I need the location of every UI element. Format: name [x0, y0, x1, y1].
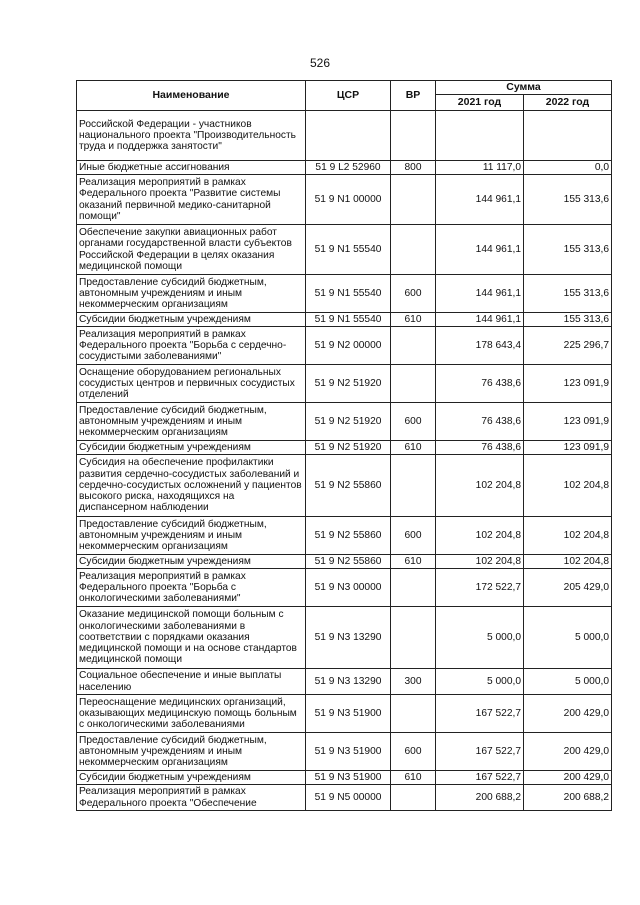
table-row — [77, 785, 612, 811]
cell-csr: 51 9 N5 00000 — [306, 785, 391, 811]
cell-vr: 600 — [391, 403, 436, 441]
cell-sum-2022: 200 688,2 — [524, 785, 612, 811]
cell-name: Иные бюджетные ассигнования — [77, 161, 306, 175]
cell-sum-2021: 167 522,7 — [436, 771, 524, 785]
cell-sum-2021: 5 000,0 — [436, 607, 524, 669]
table-header — [77, 81, 612, 111]
table-row — [77, 569, 612, 607]
cell-vr — [391, 365, 436, 403]
table-row — [77, 327, 612, 365]
header-sum: Сумма — [436, 81, 612, 95]
cell-name: Субсидии бюджетным учреждениям — [77, 771, 306, 785]
cell-name: Реализация мероприятий в рамках Федерального проекта "Борьба с онкологическими заболеваниями" — [77, 569, 306, 607]
cell-csr: 51 9 N2 51920 — [306, 403, 391, 441]
cell-csr: 51 9 N2 00000 — [306, 327, 391, 365]
header-name: Наименование — [77, 81, 306, 111]
cell-name: Субсидии бюджетным учреждениям — [77, 555, 306, 569]
cell-vr — [391, 785, 436, 811]
cell-sum-2022: 5 000,0 — [524, 607, 612, 669]
cell-vr: 600 — [391, 517, 436, 555]
cell-vr: 610 — [391, 313, 436, 327]
cell-name: Оснащение оборудованием региональных сосудистых центров и первичных сосудистых отделений — [77, 365, 306, 403]
cell-name: Реализация мероприятий в рамках Федерального проекта "Борьба с сердечно-сосудистыми заболеваниями" — [77, 327, 306, 365]
cell-vr — [391, 225, 436, 275]
cell-sum-2021: 200 688,2 — [436, 785, 524, 811]
cell-vr — [391, 175, 436, 225]
cell-csr: 51 9 N2 55860 — [306, 517, 391, 555]
cell-sum-2021: 76 438,6 — [436, 403, 524, 441]
cell-sum-2022: 155 313,6 — [524, 225, 612, 275]
cell-sum-2021: 172 522,7 — [436, 569, 524, 607]
table-row — [77, 175, 612, 225]
cell-csr: 51 9 N1 55540 — [306, 225, 391, 275]
cell-name: Переоснащение медицинских организаций, оказывающих медицинскую помощь больным с онкологическими заболеваниями — [77, 695, 306, 733]
cell-sum-2022 — [524, 111, 612, 161]
header-csr: ЦСР — [306, 81, 391, 111]
cell-sum-2021: 102 204,8 — [436, 455, 524, 517]
cell-name: Субсидии бюджетным учреждениям — [77, 441, 306, 455]
table-row — [77, 111, 612, 161]
cell-sum-2022: 225 296,7 — [524, 327, 612, 365]
cell-csr: 51 9 L2 52960 — [306, 161, 391, 175]
cell-name: Социальное обеспечение и иные выплаты населению — [77, 669, 306, 695]
cell-sum-2021: 76 438,6 — [436, 365, 524, 403]
cell-csr: 51 9 N1 00000 — [306, 175, 391, 225]
cell-vr: 600 — [391, 733, 436, 771]
cell-sum-2022: 205 429,0 — [524, 569, 612, 607]
cell-vr — [391, 607, 436, 669]
table-row — [77, 771, 612, 785]
table-row — [77, 733, 612, 771]
cell-sum-2022: 155 313,6 — [524, 275, 612, 313]
cell-name: Обеспечение закупки авиационных работ органами государственной власти субъектов Российской Федерации в целях оказания медицинской помощи — [77, 225, 306, 275]
budget-table — [76, 80, 612, 811]
cell-sum-2022: 5 000,0 — [524, 669, 612, 695]
cell-name: Субсидия на обеспечение профилактики развития сердечно-сосудистых заболеваний и сердечно-сосудистых осложнений у пациентов высокого риска, находящихся на диспансерном наблюдении — [77, 455, 306, 517]
cell-name: Предоставление субсидий бюджетным, автономным учреждениям и иным некоммерческим организациям — [77, 733, 306, 771]
cell-vr — [391, 569, 436, 607]
cell-vr: 600 — [391, 275, 436, 313]
cell-csr: 51 9 N2 55860 — [306, 455, 391, 517]
cell-sum-2022: 123 091,9 — [524, 365, 612, 403]
cell-vr — [391, 455, 436, 517]
cell-vr — [391, 327, 436, 365]
header-year-2021: 2021 год — [436, 95, 524, 111]
cell-sum-2021: 11 117,0 — [436, 161, 524, 175]
cell-sum-2021: 144 961,1 — [436, 313, 524, 327]
cell-sum-2021: 144 961,1 — [436, 175, 524, 225]
cell-csr — [306, 111, 391, 161]
cell-sum-2021: 167 522,7 — [436, 695, 524, 733]
cell-csr: 51 9 N3 51900 — [306, 771, 391, 785]
cell-sum-2021: 167 522,7 — [436, 733, 524, 771]
cell-vr — [391, 111, 436, 161]
cell-csr: 51 9 N2 51920 — [306, 441, 391, 455]
cell-sum-2022: 102 204,8 — [524, 455, 612, 517]
cell-name: Предоставление субсидий бюджетным, автономным учреждениям и иным некоммерческим организациям — [77, 517, 306, 555]
cell-sum-2022: 0,0 — [524, 161, 612, 175]
cell-sum-2021: 144 961,1 — [436, 275, 524, 313]
table-row — [77, 225, 612, 275]
cell-vr: 300 — [391, 669, 436, 695]
cell-sum-2022: 200 429,0 — [524, 771, 612, 785]
cell-vr: 800 — [391, 161, 436, 175]
cell-vr — [391, 695, 436, 733]
cell-sum-2022: 123 091,9 — [524, 403, 612, 441]
cell-sum-2022: 200 429,0 — [524, 695, 612, 733]
cell-csr: 51 9 N1 55540 — [306, 313, 391, 327]
cell-name: Предоставление субсидий бюджетным, автономным учреждениям и иным некоммерческим организациям — [77, 403, 306, 441]
table-row — [77, 695, 612, 733]
page-number: 526 — [309, 56, 331, 70]
cell-csr: 51 9 N2 51920 — [306, 365, 391, 403]
cell-sum-2021: 102 204,8 — [436, 517, 524, 555]
table-row — [77, 441, 612, 455]
table-body — [77, 111, 612, 811]
table-row — [77, 365, 612, 403]
header-year-2022: 2022 год — [524, 95, 612, 111]
cell-name: Реализация мероприятий в рамках Федерального проекта "Развитие системы оказаний первичной медико-санитарной помощи" — [77, 175, 306, 225]
cell-csr: 51 9 N3 51900 — [306, 695, 391, 733]
table-row — [77, 607, 612, 669]
cell-name: Российской Федерации - участников национального проекта "Производительность труда и поддержка занятости" — [77, 111, 306, 161]
cell-sum-2021: 178 643,4 — [436, 327, 524, 365]
table-row — [77, 455, 612, 517]
cell-sum-2022: 102 204,8 — [524, 555, 612, 569]
cell-csr: 51 9 N1 55540 — [306, 275, 391, 313]
cell-csr: 51 9 N3 13290 — [306, 669, 391, 695]
cell-vr: 610 — [391, 771, 436, 785]
cell-sum-2022: 200 429,0 — [524, 733, 612, 771]
cell-name: Предоставление субсидий бюджетным, автономным учреждениям и иным некоммерческим организациям — [77, 275, 306, 313]
cell-sum-2021 — [436, 111, 524, 161]
cell-name: Оказание медицинской помощи больным с онкологическими заболеваниями в соответствии с порядками оказания медицинской помощи и на основе стандартов медицинской помощи — [77, 607, 306, 669]
header-vr: ВР — [391, 81, 436, 111]
cell-name: Реализация мероприятий в рамках Федерального проекта "Обеспечение — [77, 785, 306, 811]
cell-csr: 51 9 N3 00000 — [306, 569, 391, 607]
cell-sum-2022: 102 204,8 — [524, 517, 612, 555]
cell-sum-2022: 155 313,6 — [524, 313, 612, 327]
cell-sum-2022: 155 313,6 — [524, 175, 612, 225]
cell-sum-2021: 102 204,8 — [436, 555, 524, 569]
table-row — [77, 555, 612, 569]
cell-csr: 51 9 N2 55860 — [306, 555, 391, 569]
cell-vr: 610 — [391, 555, 436, 569]
table-row — [77, 275, 612, 313]
cell-csr: 51 9 N3 13290 — [306, 607, 391, 669]
table-row — [77, 403, 612, 441]
cell-sum-2021: 144 961,1 — [436, 225, 524, 275]
cell-name: Субсидии бюджетным учреждениям — [77, 313, 306, 327]
cell-sum-2022: 123 091,9 — [524, 441, 612, 455]
table-row — [77, 669, 612, 695]
cell-vr: 610 — [391, 441, 436, 455]
cell-csr: 51 9 N3 51900 — [306, 733, 391, 771]
cell-sum-2021: 76 438,6 — [436, 441, 524, 455]
table-row — [77, 517, 612, 555]
cell-sum-2021: 5 000,0 — [436, 669, 524, 695]
table-row — [77, 313, 612, 327]
table-row — [77, 161, 612, 175]
